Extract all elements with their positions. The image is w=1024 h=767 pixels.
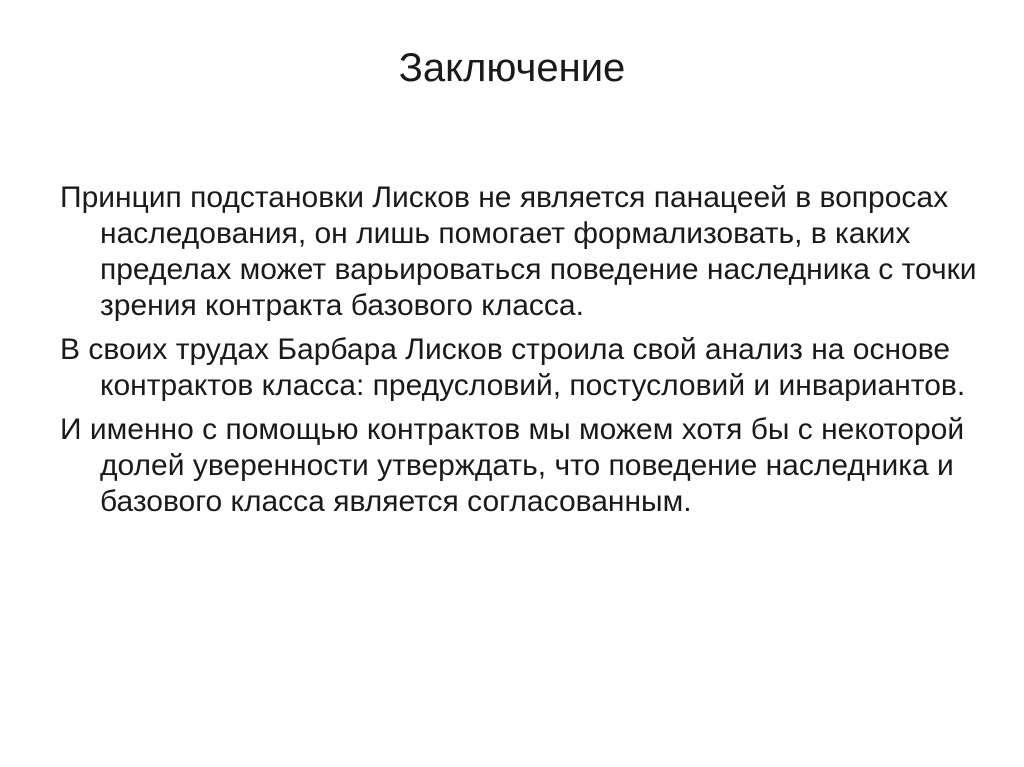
body-paragraph-2: В своих трудах Барбара Лисков строила свой анализ на основе контрактов класса: предусловий, постусловий и инвариантов.: [60, 333, 966, 402]
slide-body: [60, 180, 980, 528]
body-paragraph-1: Принцип подстановки Лисков не является панацеей в вопросах наследования, он лишь помогает формализовать, в каких пределах может варьироваться поведение наследника с точки зрения контракта базового класса.: [60, 181, 977, 322]
body-paragraph-3: И именно с помощью контрактов мы можем хотя бы с некоторой долей уверенности утверждать, что поведение наследника и базового класса является согласованным.: [60, 413, 965, 518]
slide-title: Заключение: [398, 46, 626, 90]
